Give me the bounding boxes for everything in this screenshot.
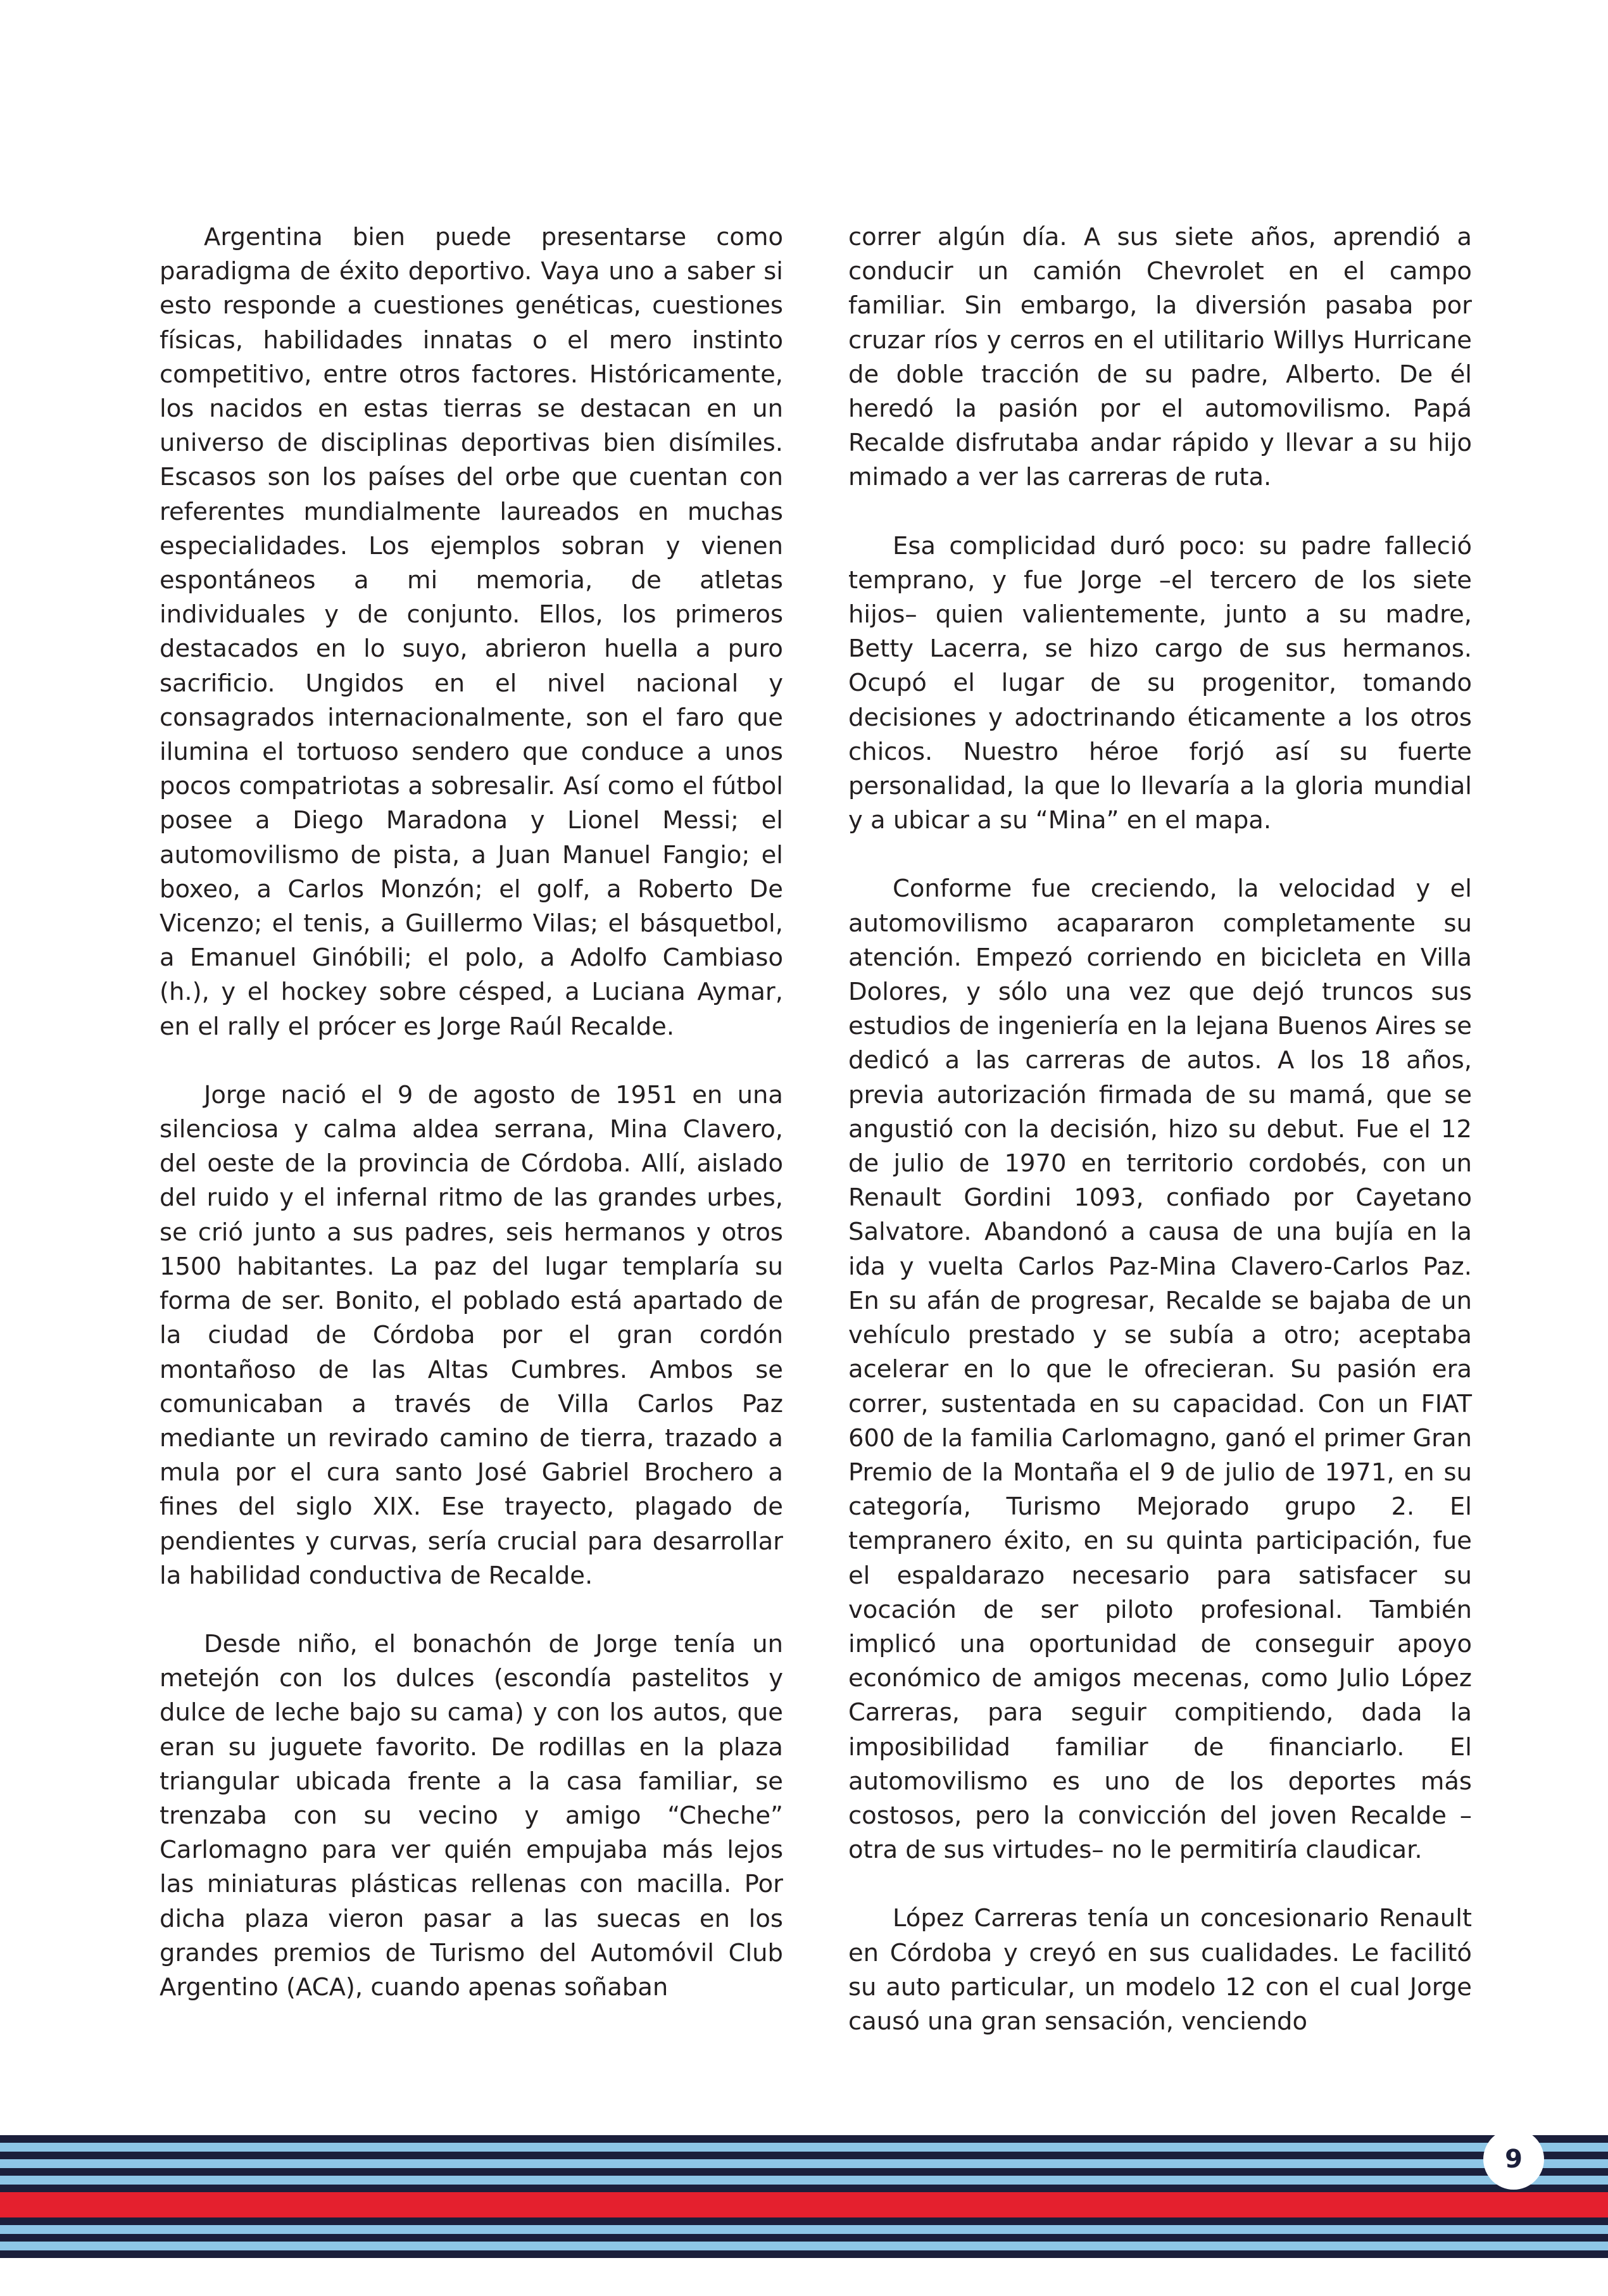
paragraph-career-start: Conforme fue creciendo, la velocidad y el automovilismo acapararon completamente su atención. Empezó corriendo en bicicleta en Villa Dolores, y sólo una vez que dejó truncos sus estudios de ingeniería en la lejana Buenos Aires se dedicó a las carreras de autos. A los 18 años, previa autorización firmada de su mamá, que se angustió con la decisión, hizo su debut. Fue el 12 de julio de 1970 en territorio cordobés, con un Renault Gordini 1093, confiado por Cayetano Salvatore. Abandonó a causa de una bujía en la ida y vuelta Carlos Paz-Mina Clavero-Carlos Paz. En su afán de progresar, Recalde se bajaba de un vehículo prestado y se subía a otro; aceptaba acelerar en lo que le ofrecieran. Su pasión era correr, sustentada en su capacidad. Con un FIAT 600 de la familia Carlomagno, ganó el primer Gran Premio de la Montaña el 9 de julio de 1971, en su categoría, Turismo Mejorado grupo 2. El tempranero éxito, en su quinta participación, fue el espaldarazo necesario para satisfacer su vocación de ser piloto profesional. También implicó una oportunidad de conseguir apoyo económico de amigos mecenas, como Julio López Carreras, para seguir compitiendo, dada la imposibilidad familiar de financiarlo. El automovilismo es uno de los deportes más costosos, pero la convicción del joven Recalde –otra de sus virtudes– no le permitiría claudicar. [848,874,1472,1865]
stripe-navy-6 [0,2234,1608,2242]
stripe-navy-5 [0,2217,1608,2225]
stripe-red [0,2192,1608,2217]
stripe-navy-2 [0,2152,1608,2159]
stripe-light-blue-4 [0,2225,1608,2234]
stripe-light-blue-1 [0,2143,1608,2152]
stripe-navy-1 [0,2135,1608,2143]
stripe-light-blue-3 [0,2176,1608,2185]
stripe-light-blue-2 [0,2159,1608,2168]
paragraph-childhood: Desde niño, el bonachón de Jorge tenía un metejón con los dulces (escondía pastelitos y dulce de leche bajo su cama) y con los autos, que eran su juguete favorito. De rodillas en la plaza triangular ubicada frente a la casa familiar, se trenzaba con su vecino y amigo “Cheche” Carlomagno para ver quién empujaba más lejos las miniaturas plásticas rellenas con macilla. Por dicha plaza vieron pasar a las suecas en los grandes premios de Turismo del Automóvil Club Argentino (ACA), cuando apenas soñaban [160,1629,783,2002]
paragraph-lopez-carreras: López Carreras tenía un concesionario Renault en Córdoba y creyó en sus cualidades. Le facilitó su auto particular, un modelo 12 con el cual Jorge causó una gran sensación, venciendo [848,1904,1472,2036]
paragraph-continuation: correr algún día. A sus siete años, aprendió a conducir un camión Chevrolet en el campo familiar. Sin embargo, la diversión pasaba por cruzar ríos y cerros en el utilitario Willys Hurricane de doble tracción de su padre, Alberto. De él heredó la pasión por el automovilismo. Papá Recalde disfrutaba andar rápido y llevar a su hijo mimado a ver las carreras de ruta. [848,223,1472,492]
page-number: 9 [1483,2129,1544,2190]
paragraph-complicity: Esa complicidad duró poco: su padre falleció temprano, y fue Jorge –el tercero de los siete hijos– quien valientemente, junto a su madre, Betty Lacerra, se hizo cargo de sus hermanos. Ocupó el lugar de su progenitor, tomando decisiones y adoctrinando éticamente a los otros chicos. Nuestro héroe forjó así su fuerte personalidad, la que lo llevaría a la gloria mundial y a ubicar a su “Mina” en el mapa. [848,531,1472,835]
left-column [160,220,783,2039]
stripe-light-blue-5 [0,2242,1608,2250]
stripe-white-gap [0,2258,1608,2296]
right-column [848,220,1472,2073]
footer-stripes [0,2135,1608,2296]
stripe-navy-3 [0,2168,1608,2176]
stripe-navy-4 [0,2185,1608,2192]
stripe-navy-7 [0,2250,1608,2258]
paragraph-birth: Jorge nació el 9 de agosto de 1951 en una silenciosa y calma aldea serrana, Mina Clavero, del oeste de la provincia de Córdoba. Allí, aislado del ruido y el infernal ritmo de las grandes urbes, se crió junto a sus padres, seis hermanos y otros 1500 habitantes. La paz del lugar templaría su forma de ser. Bonito, el poblado está apartado de la ciudad de Córdoba por el gran cordón montañoso de las Altas Cumbres. Ambos se comunicaban a través de Villa Carlos Paz mediante un revirado camino de tierra, trazado a mula por el cura santo José Gabriel Brochero a fines del siglo XIX. Ese trayecto, plagado de pendientes y curvas, sería crucial para desarrollar la habilidad conductiva de Recalde. [160,1080,783,1590]
paragraph-intro: Argentina bien puede presentarse como paradigma de éxito deportivo. Vaya uno a saber si esto responde a cuestiones genéticas, cuestiones físicas, habilidades innatas o el mero instinto competitivo, entre otros factores. Históricamente, los nacidos en estas tierras se destacan en un universo de disciplinas deportivas bien disímiles. Escasos son los países del orbe que cuentan con referentes mundialmente laureados en muchas especialidades. Los ejemplos sobran y vienen espontáneos a mi memoria, de atletas individuales y de conjunto. Ellos, los primeros destacados en lo suyo, abrieron huella a puro sacrificio. Ungidos en el nivel nacional y consagrados internacionalmente, son el faro que ilumina el tortuoso sendero que conduce a unos pocos compatriotas a sobresalir. Así como el fútbol posee a Diego Maradona y Lionel Messi; el automovilismo de pista, a Juan Manuel Fangio; el boxeo, a Carlos Monzón; el golf, a Roberto De Vicenzo; el tenis, a Guillermo Vilas; el básquetbol, a Emanuel Ginóbili; el polo, a Adolfo Cambiaso (h.), y el hockey sobre césped, a Luciana Aymar, en el rally el prócer es Jorge Raúl Recalde. [160,223,783,1041]
